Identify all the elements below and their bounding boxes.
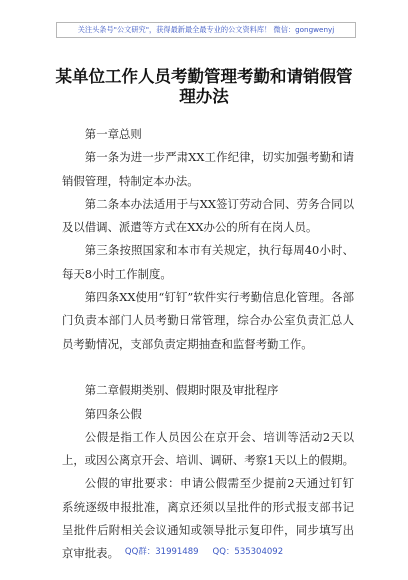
article-paragraph: 第二条本办法适用于与XX签订劳动合同、劳务合同以及以借调、派遣等方式在XX办公的所有在岗人员。: [62, 196, 354, 235]
qq-text: QQ：535304092: [212, 547, 284, 557]
paragraph-spacer: [62, 356, 354, 379]
promo-banner: 关注头条号"公文研究"，获得最新最全最专业的公文资料库！ 微信：gongwenyj: [56, 22, 356, 38]
article-paragraph: 第四条XX使用“钉钉”软件实行考勤信息化管理。各部门负责本部门人员考勤日常管理，综合办公室负责汇总人员考勤情况，支部负责定期抽查和监督考勤工作。: [62, 290, 354, 351]
chapter-heading: 第二章假期类别、假期时限及审批程序: [84, 383, 279, 398]
article-paragraph: 公假的审批要求：申请公假需至少提前2天通过钉钉系统逐级申报批准，离京还须以呈批件的形式报支部书记呈批件后附相关会议通知或领导批示复印件，同步填写出京审批表。: [62, 476, 354, 561]
document-title: 某单位工作人员考勤管理考勤和请销假管理办法: [55, 67, 353, 106]
article-paragraph: 第三条按照国家和本市有关规定，执行每周40小时、每天8小时工作制度。: [62, 243, 354, 281]
article-heading: 第四条公假: [84, 406, 142, 421]
footer-contact: [0, 545, 408, 559]
document-body: [62, 123, 354, 566]
chapter-heading: 第一章总则: [84, 127, 142, 141]
article-paragraph: 第一条为进一步严肃XX工作纪律，切实加强考勤和请销假管理，特制定本办法。: [62, 150, 354, 188]
qq-group-text: QQ群：31991489: [124, 547, 199, 557]
article-paragraph: 公假是指工作人员因公在京开会、培训等活动2天以上，或因公离京开会、培训、调研、考察1天以上的假期。: [62, 429, 355, 468]
